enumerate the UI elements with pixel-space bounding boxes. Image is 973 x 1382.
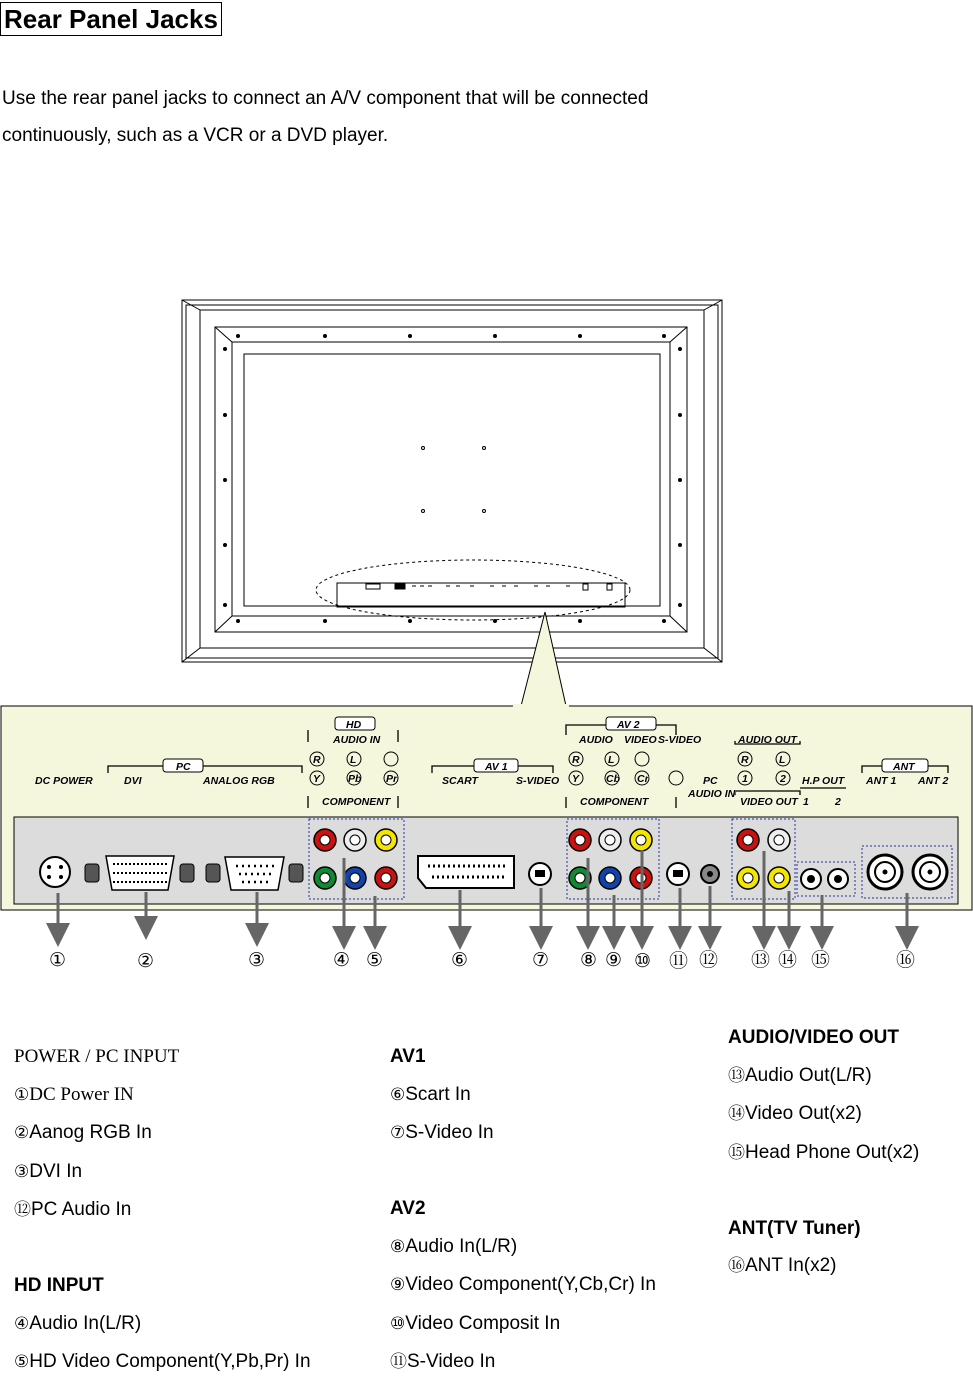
legend-item: ⑯ANT In(x2) <box>728 1255 837 1276</box>
label-av2-audio: AUDIO <box>579 734 613 746</box>
callout-2: ② <box>137 950 155 972</box>
callout-16: ⑯ <box>896 949 916 971</box>
label-out-r: R <box>741 754 749 766</box>
label-hd-r: R <box>313 754 321 766</box>
label-av2-r: R <box>572 754 580 766</box>
legend-col-power-pc <box>14 1038 311 1382</box>
legend-item: ⑮Head Phone Out(x2) <box>728 1141 920 1163</box>
legend-item: ⑪S-Video In <box>390 1351 496 1372</box>
label-hp-2: 2 <box>835 796 841 808</box>
callout-1: ① <box>49 949 67 971</box>
legend-item: ⑫PC Audio In <box>14 1199 132 1220</box>
label-scart: SCART <box>442 775 478 787</box>
label-pc-audio-in-1: PC <box>703 775 718 787</box>
legend-item: ⑧Audio In(L/R) <box>390 1235 518 1257</box>
label-hd-pb: Pb <box>348 773 362 785</box>
tv-jack-panel <box>337 583 625 607</box>
callout-numbers <box>49 949 915 972</box>
legend-col-av <box>390 1038 656 1382</box>
callout-10: ⑩ <box>634 950 652 972</box>
label-av2-l: L <box>608 754 615 766</box>
legend-item: ⑥Scart In <box>390 1083 471 1105</box>
callout-13: ⑬ <box>751 949 771 971</box>
legend-item: ③DVI In <box>14 1160 83 1182</box>
legend-heading-ant: ANT(TV Tuner) <box>728 1217 861 1239</box>
label-hd: HD <box>346 719 362 731</box>
legend-item: ⑤HD Video Component(Y,Pb,Pr) In <box>14 1351 311 1372</box>
label-hp-out: H.P OUT <box>802 775 845 787</box>
label-pc: PC <box>176 761 191 773</box>
label-ant: ANT <box>893 761 915 773</box>
label-av1: AV 1 <box>485 761 508 773</box>
label-audio-in: AUDIO IN <box>333 734 381 746</box>
legend-col-output <box>728 1019 919 1286</box>
label-dc-power: DC POWER <box>35 775 93 787</box>
label-av1-s-video: S-VIDEO <box>516 775 560 787</box>
legend-item: ⑦S-Video In <box>390 1122 494 1143</box>
label-hd-y: Y <box>313 773 321 785</box>
callout-4: ④ <box>333 949 351 971</box>
label-out-l: L <box>779 754 786 766</box>
label-av2-cr: Cr <box>637 773 649 785</box>
callout-14: ⑭ <box>778 949 798 971</box>
label-audio-out: AUDIO OUT <box>738 734 797 746</box>
legend-item: ⑭Video Out(x2) <box>728 1103 862 1124</box>
legend-heading-hd-input: HD INPUT <box>14 1275 104 1296</box>
label-out-1: 1 <box>742 773 748 785</box>
label-ant1: ANT 1 <box>866 775 897 787</box>
label-hp-1: 1 <box>803 796 809 808</box>
intro-line-2: continuously, such as a VCR or a DVD player. <box>2 125 389 146</box>
legend-heading-av1: AV1 <box>390 1046 426 1067</box>
intro-line-1: Use the rear panel jacks to connect an A/V component that will be connected <box>2 88 649 109</box>
label-pc-audio-in-2: AUDIO IN <box>688 788 736 800</box>
legend-heading-av-out: AUDIO/VIDEO OUT <box>728 1027 900 1048</box>
label-ant2: ANT 2 <box>918 775 949 787</box>
label-av2-y: Y <box>572 773 580 785</box>
zoom-pointer <box>521 612 566 706</box>
mount-holes <box>422 447 486 513</box>
pc-audio-jack <box>701 865 719 883</box>
callout-11: ⑪ <box>669 950 689 972</box>
label-hd-l: L <box>350 754 357 766</box>
legend-item: ①DC Power IN <box>14 1083 134 1105</box>
legend-item: ⑨Video Component(Y,Cb,Cr) In <box>390 1274 656 1295</box>
label-out-2: 2 <box>780 773 786 785</box>
dc-power-jack <box>40 857 70 887</box>
label-analog-rgb: ANALOG RGB <box>203 775 275 787</box>
label-hd-component: COMPONENT <box>322 796 391 808</box>
legend-item: ⑬Audio Out(L/R) <box>728 1064 872 1086</box>
callout-9: ⑨ <box>605 949 623 971</box>
label-hd-pr: Pr <box>386 773 398 785</box>
legend-item: ⑩Video Composit In <box>390 1312 561 1334</box>
callout-12: ⑫ <box>699 949 719 971</box>
label-av2-cb: Cb <box>606 773 620 785</box>
page-title: Rear Panel Jacks <box>0 2 222 36</box>
label-av2-component: COMPONENT <box>580 796 649 808</box>
legend-heading-power-pc: POWER / PC INPUT <box>14 1046 180 1067</box>
callout-7: ⑦ <box>532 949 550 971</box>
label-av2-s-video: S-VIDEO <box>658 734 702 746</box>
frame-screws <box>223 334 682 623</box>
scart-jack <box>418 856 514 888</box>
label-dvi: DVI <box>124 775 142 787</box>
label-av2: AV 2 <box>617 719 640 731</box>
legend-item: ②Aanog RGB In <box>14 1122 152 1143</box>
callout-15: ⑮ <box>811 949 831 971</box>
legend-heading-av2: AV2 <box>390 1198 426 1219</box>
tv-frame <box>182 300 722 662</box>
callout-5: ⑤ <box>366 949 384 971</box>
callout-6: ⑥ <box>451 949 469 971</box>
label-av2-video: VIDEO <box>624 734 657 746</box>
callout-3: ③ <box>248 949 266 971</box>
label-video-out: VIDEO OUT <box>740 796 798 808</box>
legend-item: ④Audio In(L/R) <box>14 1312 142 1334</box>
callout-8: ⑧ <box>580 949 598 971</box>
